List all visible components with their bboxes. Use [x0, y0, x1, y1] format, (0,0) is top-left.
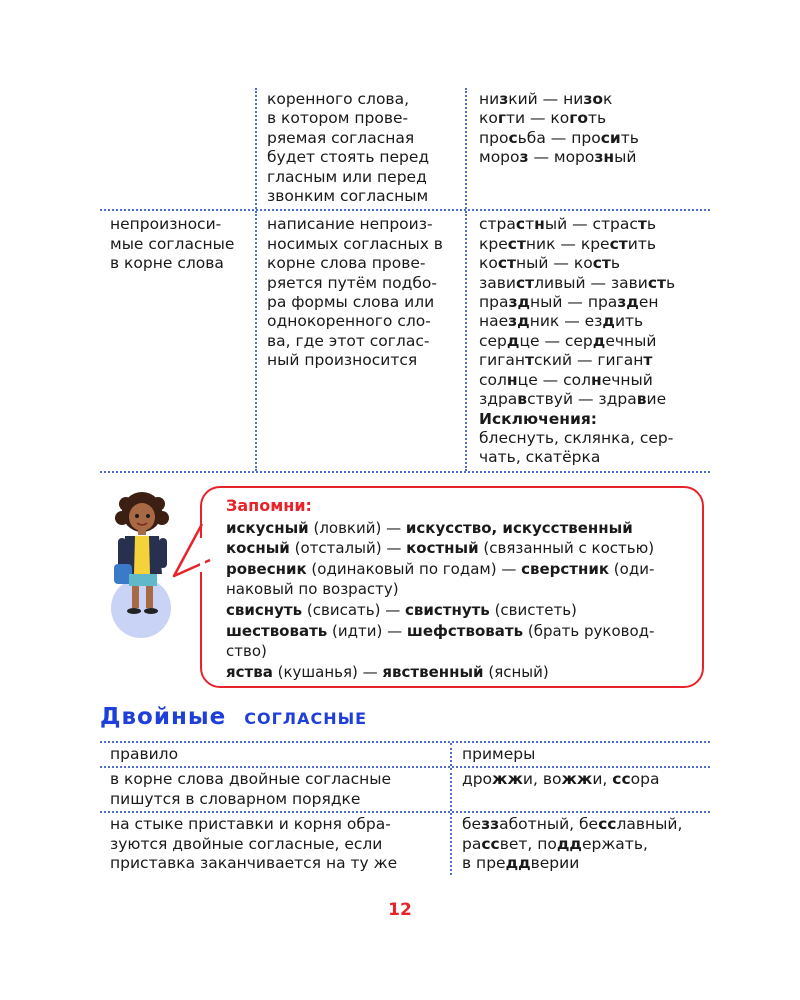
- remember-item: ство): [226, 642, 267, 661]
- remember-item: яства (кушанья) — явственный (ясный): [226, 662, 549, 681]
- rule-line: будет стоять перед: [267, 148, 430, 167]
- table-row: [100, 813, 710, 875]
- example-line: просьба — просить: [479, 128, 639, 147]
- double-consonants-table: [100, 741, 710, 875]
- rule-line: ва, где этот соглас-: [267, 331, 430, 350]
- remember-item: искусный (ловкий) — искусство, искусственный: [226, 518, 633, 537]
- example-line: рассвет, поддержать,: [462, 834, 648, 853]
- exception-line: чать, скатёрка: [479, 448, 601, 467]
- remember-item: ровесник (одинаковый по годам) — сверстник (оди-: [226, 559, 655, 578]
- term-cell: [100, 211, 255, 470]
- example-line: страстный — страсть: [479, 215, 657, 234]
- examples-cell: [450, 813, 710, 875]
- rule-line: на стыке приставки и корня обра-: [110, 815, 391, 834]
- header-examples: примеры: [450, 743, 710, 766]
- table-header-row: [100, 743, 710, 768]
- rule-cell: [255, 211, 465, 470]
- term-line: в корне слова: [110, 254, 224, 273]
- table-row: [100, 88, 710, 211]
- shadow-circle: [111, 578, 171, 638]
- remember-box: [200, 486, 704, 688]
- header-rule: правило: [110, 745, 179, 763]
- table-row: [100, 768, 710, 813]
- rule-line: ный произносится: [267, 351, 418, 370]
- remember-item: свиснуть (свисать) — свистнуть (свистеть): [226, 600, 577, 619]
- rule-line: приставка заканчивается на ту же: [110, 854, 398, 873]
- remember-item: косный (отсталый) — костный (связанный с костью): [226, 539, 655, 558]
- rule-line: пишутся в словарном порядке: [110, 789, 361, 808]
- example-line: крестник — крестить: [479, 234, 657, 253]
- rule-line: в котором прове-: [267, 109, 409, 128]
- section-heading: [100, 704, 367, 730]
- rule-line: звонким согласным: [267, 187, 429, 206]
- rule-line: написание непроиз-: [267, 215, 433, 234]
- examples-cell: [465, 88, 710, 209]
- example-line: сердце — сердечный: [479, 331, 657, 350]
- example-line: низкий — низок: [479, 90, 613, 108]
- table-row: [100, 211, 710, 472]
- example-line: в преддверии: [462, 854, 580, 873]
- term-line: мые согласные: [110, 234, 235, 253]
- example-line: завистливый — зависть: [479, 273, 676, 292]
- remember-title: Запомни:: [226, 496, 312, 515]
- examples-cell: [450, 768, 710, 811]
- example-line: когти — коготь: [479, 109, 607, 128]
- heading-word-1: Двойные: [100, 704, 227, 730]
- rule-line: зуются двойные согласные, если: [110, 834, 383, 853]
- example-line: беззаботный, бесславный,: [462, 815, 683, 834]
- exception-line: блеснуть, склянка, сер-: [479, 428, 674, 447]
- example-line: костный — кость: [479, 254, 620, 273]
- example-line: дрожжи, вожжи, ссора: [462, 770, 660, 789]
- rule-line: гласным или перед: [267, 167, 427, 186]
- example-line: наездник — ездить: [479, 312, 644, 331]
- example-line: здравствуй — здравие: [479, 390, 667, 409]
- remember-item: шествовать (идти) — шефствовать (брать руковод-: [226, 621, 655, 640]
- bubble-seam: [200, 538, 205, 572]
- rule-cell: [255, 88, 465, 209]
- rule-cell: [100, 813, 450, 875]
- exceptions-label: Исключения:: [479, 409, 597, 428]
- rule-line: коренного слова,: [267, 90, 409, 108]
- examples-cell: [465, 211, 710, 470]
- term-line: непроизноси-: [110, 215, 222, 234]
- rule-line: носимых согласных в: [267, 234, 443, 253]
- rule-line: в корне слова двойные согласные: [110, 770, 392, 789]
- remember-item: наковый по возрасту): [226, 580, 399, 599]
- rule-line: корне слова прове-: [267, 254, 426, 273]
- example-line: праздный — празден: [479, 293, 659, 312]
- rule-line: ра формы слова или: [267, 293, 435, 312]
- example-line: солнце — солнечный: [479, 370, 653, 389]
- rule-line: однокоренного сло-: [267, 312, 431, 331]
- term-cell: [100, 88, 255, 204]
- example-line: мороз — морозный: [479, 148, 637, 167]
- page-number: 12: [388, 900, 412, 920]
- rule-line: ряется путём подбо-: [267, 273, 437, 292]
- rule-line: ряемая согласная: [267, 128, 415, 147]
- heading-word-2: согласные: [244, 704, 368, 730]
- spelling-table-consonants: [100, 88, 710, 473]
- rule-cell: [100, 768, 450, 811]
- example-line: гигантский — гигант: [479, 351, 653, 370]
